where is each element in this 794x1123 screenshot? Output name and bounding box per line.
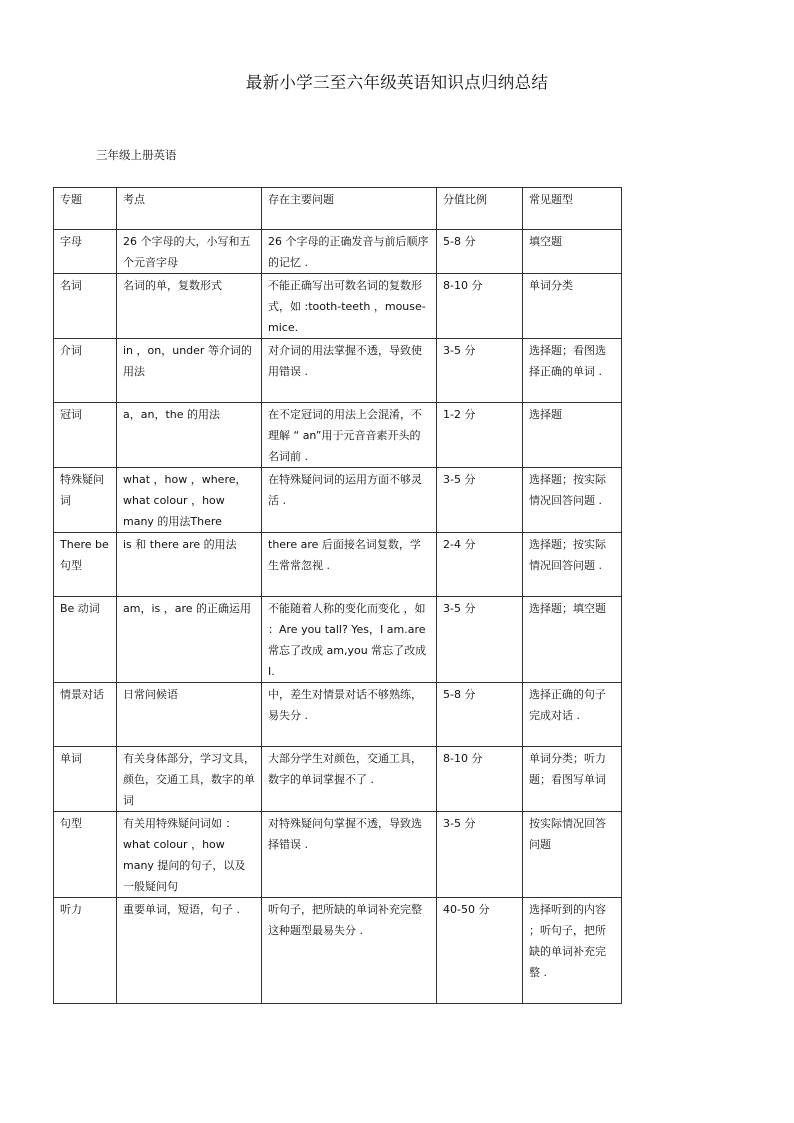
cell-test-point: 有关身体部分，学习文具，颜色，交通工具，数字的单词 <box>117 747 262 812</box>
table-row <box>54 230 622 274</box>
header-score-ratio: 分值比例 <box>437 188 523 230</box>
header-test-point: 考点 <box>117 188 262 230</box>
table-row <box>54 533 622 597</box>
cell-topic: 名词 <box>54 274 117 339</box>
cell-question-type: 选择题；填空题 <box>523 597 622 683</box>
cell-score-ratio: 1-2 分 <box>437 403 523 468</box>
table-row <box>54 274 622 339</box>
cell-score-ratio: 40-50 分 <box>437 898 523 1004</box>
table-row <box>54 339 622 403</box>
cell-test-point: 26 个字母的大，小写和五个元音字母 <box>117 230 262 274</box>
cell-question-type: 选择听到的内容 ；听句子，把所缺的单词补充完整 . <box>523 898 622 1004</box>
cell-topic: 听力 <box>54 898 117 1004</box>
cell-test-point: what ，how ，where，what colour ，how many 的用法There <box>117 468 262 533</box>
cell-main-problem: 26 个字母的正确发音与前后顺序的记忆 . <box>262 230 437 274</box>
cell-main-problem: 对介词的用法掌握不透，导致使用错误 . <box>262 339 437 403</box>
cell-question-type: 选择题；看图选择正确的单词 . <box>523 339 622 403</box>
cell-main-problem: there are 后面接名词复数，学生常常忽视 . <box>262 533 437 597</box>
cell-topic: 介词 <box>54 339 117 403</box>
cell-test-point: in ，on，under 等介词的用法 <box>117 339 262 403</box>
cell-test-point: 有关用特殊疑问词如 ：what colour ，how many 提问的句子，以及一般疑问句 <box>117 812 262 898</box>
cell-main-problem: 在特殊疑问词的运用方面不够灵活 . <box>262 468 437 533</box>
cell-test-point: 重要单词，短语，句子 . <box>117 898 262 1004</box>
knowledge-point-table <box>53 187 622 1004</box>
cell-main-problem: 不能正确写出可数名词的复数形式，如 :tooth-teeth ，mouse-mice. <box>262 274 437 339</box>
table-row <box>54 683 622 747</box>
cell-score-ratio: 8-10 分 <box>437 747 523 812</box>
cell-test-point: 日常问候语 <box>117 683 262 747</box>
cell-score-ratio: 5-8 分 <box>437 683 523 747</box>
cell-topic: 句型 <box>54 812 117 898</box>
cell-topic: 冠词 <box>54 403 117 468</box>
header-question-type: 常见题型 <box>523 188 622 230</box>
cell-score-ratio: 3-5 分 <box>437 339 523 403</box>
cell-score-ratio: 2-4 分 <box>437 533 523 597</box>
cell-question-type: 按实际情况回答问题 <box>523 812 622 898</box>
cell-main-problem: 中，差生对情景对话不够熟练，易失分 . <box>262 683 437 747</box>
cell-topic: 情景对话 <box>54 683 117 747</box>
cell-question-type: 单词分类 <box>523 274 622 339</box>
cell-main-problem: 不能随着人称的变化而变化 ，如 ：Are you tall? Yes，I am.are 常忘了改成 am,you 常忘了改成 I. <box>262 597 437 683</box>
cell-main-problem: 在不定冠词的用法上会混淆，不理解 “ an”用于元音音素开头的名词前 . <box>262 403 437 468</box>
cell-score-ratio: 8-10 分 <box>437 274 523 339</box>
table-header-row <box>54 188 622 230</box>
cell-topic: 特殊疑问词 <box>54 468 117 533</box>
table-row <box>54 898 622 1004</box>
header-main-problem: 存在主要问题 <box>262 188 437 230</box>
cell-test-point: 名词的单，复数形式 <box>117 274 262 339</box>
cell-score-ratio: 5-8 分 <box>437 230 523 274</box>
cell-main-problem: 听句子，把所缺的单词补充完整这种题型最易失分 . <box>262 898 437 1004</box>
cell-question-type: 单词分类；听力题；看图写单词 <box>523 747 622 812</box>
cell-test-point: a，an，the 的用法 <box>117 403 262 468</box>
cell-main-problem: 大部分学生对颜色，交通工具，数字的单词掌握不了 . <box>262 747 437 812</box>
table-row <box>54 597 622 683</box>
table-row <box>54 468 622 533</box>
cell-test-point: is 和 there are 的用法 <box>117 533 262 597</box>
cell-main-problem: 对特殊疑问句掌握不透，导致选择错误 . <box>262 812 437 898</box>
document-title: 最新小学三至六年级英语知识点归纳总结 <box>245 73 549 92</box>
cell-score-ratio: 3-5 分 <box>437 468 523 533</box>
table-row <box>54 812 622 898</box>
table-row <box>54 403 622 468</box>
cell-question-type: 选择题；按实际情况回答问题 . <box>523 533 622 597</box>
cell-question-type: 填空题 <box>523 230 622 274</box>
cell-test-point: am，is ，are 的正确运用 <box>117 597 262 683</box>
cell-score-ratio: 3-5 分 <box>437 597 523 683</box>
cell-topic: There be句型 <box>54 533 117 597</box>
cell-score-ratio: 3-5 分 <box>437 812 523 898</box>
cell-topic: Be 动词 <box>54 597 117 683</box>
cell-question-type: 选择题 <box>523 403 622 468</box>
header-topic: 专题 <box>54 188 117 230</box>
cell-topic: 字母 <box>54 230 117 274</box>
cell-topic: 单词 <box>54 747 117 812</box>
table-row <box>54 747 622 812</box>
cell-question-type: 选择题；按实际情况回答问题 . <box>523 468 622 533</box>
section-heading: 三年级上册英语 <box>96 148 177 162</box>
cell-question-type: 选择正确的句子完成对话 . <box>523 683 622 747</box>
